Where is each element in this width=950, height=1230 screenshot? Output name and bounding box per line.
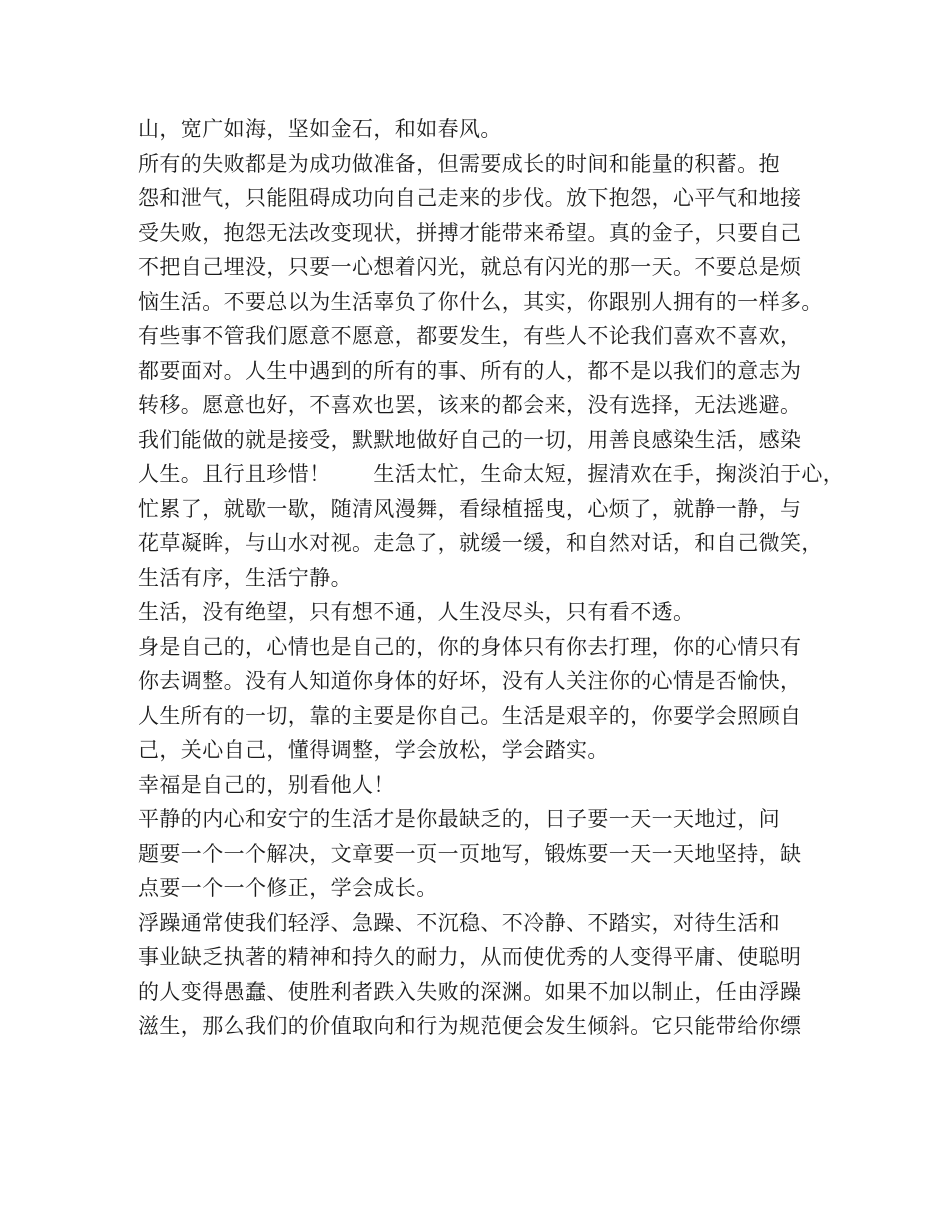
text-line: 人生所有的一切，靠的主要是你自己。生活是艰辛的，你要学会照顾自 — [138, 703, 802, 728]
text-line: 的人变得愚蠢、使胜利者跌入失败的深渊。如果不加以制止，任由浮躁 — [138, 979, 802, 1004]
text-line: 怨和泄气，只能阻碍成功向自己走来的步伐。放下抱怨，心平气和地接 — [138, 186, 802, 210]
text-line: 恼生活。不要总以为生活辜负了你什么，其实，你跟别人拥有的一样多。 — [138, 289, 823, 314]
text-line: 生活，没有绝望，只有想不通，人生没尽头，只有看不透。 — [138, 600, 695, 624]
text-line: 平静的内心和安宁的生活才是你最缺乏的，日子要一天一天地过，问 — [138, 807, 780, 831]
text-line: 忙累了，就歇一歇，随清风漫舞，看绿植摇曳，心烦了，就静一静，与 — [138, 496, 802, 521]
text-line: 有些事不管我们愿意不愿意，都要发生，有些人不论我们喜欢不喜欢， — [138, 324, 802, 348]
text-line: 我们能做的就是接受，默默地做好自己的一切，用善良感染生活，感染 — [138, 427, 802, 452]
text-line: 你去调整。没有人知道你身体的好坏，没有人关注你的心情是否愉快， — [138, 669, 802, 693]
body-text — [138, 112, 845, 1044]
text-line: 浮躁通常使我们轻浮、急躁、不沉稳、不冷静、不踏实，对待生活和 — [138, 910, 780, 935]
text-line: 己，关心自己，懂得调整，学会放松，学会踏实。 — [138, 738, 609, 762]
text-line: 人生。且行且珍惜！ 生活太忙，生命太短，握清欢在手，掬淡泊于心， — [138, 462, 845, 486]
text-line: 所有的失败都是为成功做准备，但需要成长的时间和能量的积蓄。抱 — [138, 151, 780, 176]
text-line: 生活有序，生活宁静。 — [138, 565, 352, 590]
text-line: 幸福是自己的，别看他人！ — [138, 772, 395, 797]
text-line: 不把自己埋没，只要一心想着闪光，就总有闪光的那一天。不要总是烦 — [138, 255, 802, 279]
text-line: 受失败，抱怨无法改变现状，拼搏才能带来希望。真的金子，只要自己 — [138, 220, 802, 245]
text-line: 滋生，那么我们的价值取向和行为规范便会发生倾斜。它只能带给你缥 — [138, 1014, 802, 1038]
text-line: 题要一个一个解决，文章要一页一页地写，锻炼要一天一天地坚持，缺 — [138, 841, 802, 866]
text-line: 转移。愿意也好，不喜欢也罢，该来的都会来，没有选择，无法逃避。 — [138, 393, 802, 417]
text-line: 身是自己的，心情也是自己的，你的身体只有你去打理，你的心情只有 — [138, 634, 802, 659]
text-line: 事业缺乏执著的精神和持久的耐力，从而使优秀的人变得平庸、使聪明 — [138, 945, 802, 969]
text-line: 花草凝眸，与山水对视。走急了，就缓一缓，和自然对话，和自己微笑， — [138, 531, 823, 555]
text-line: 都要面对。人生中遇到的所有的事、所有的人，都不是以我们的意志为 — [138, 358, 802, 383]
text-line: 山，宽广如海，坚如金石，和如春风。 — [138, 117, 502, 141]
text-line: 点要一个一个修正，学会成长。 — [138, 876, 438, 900]
